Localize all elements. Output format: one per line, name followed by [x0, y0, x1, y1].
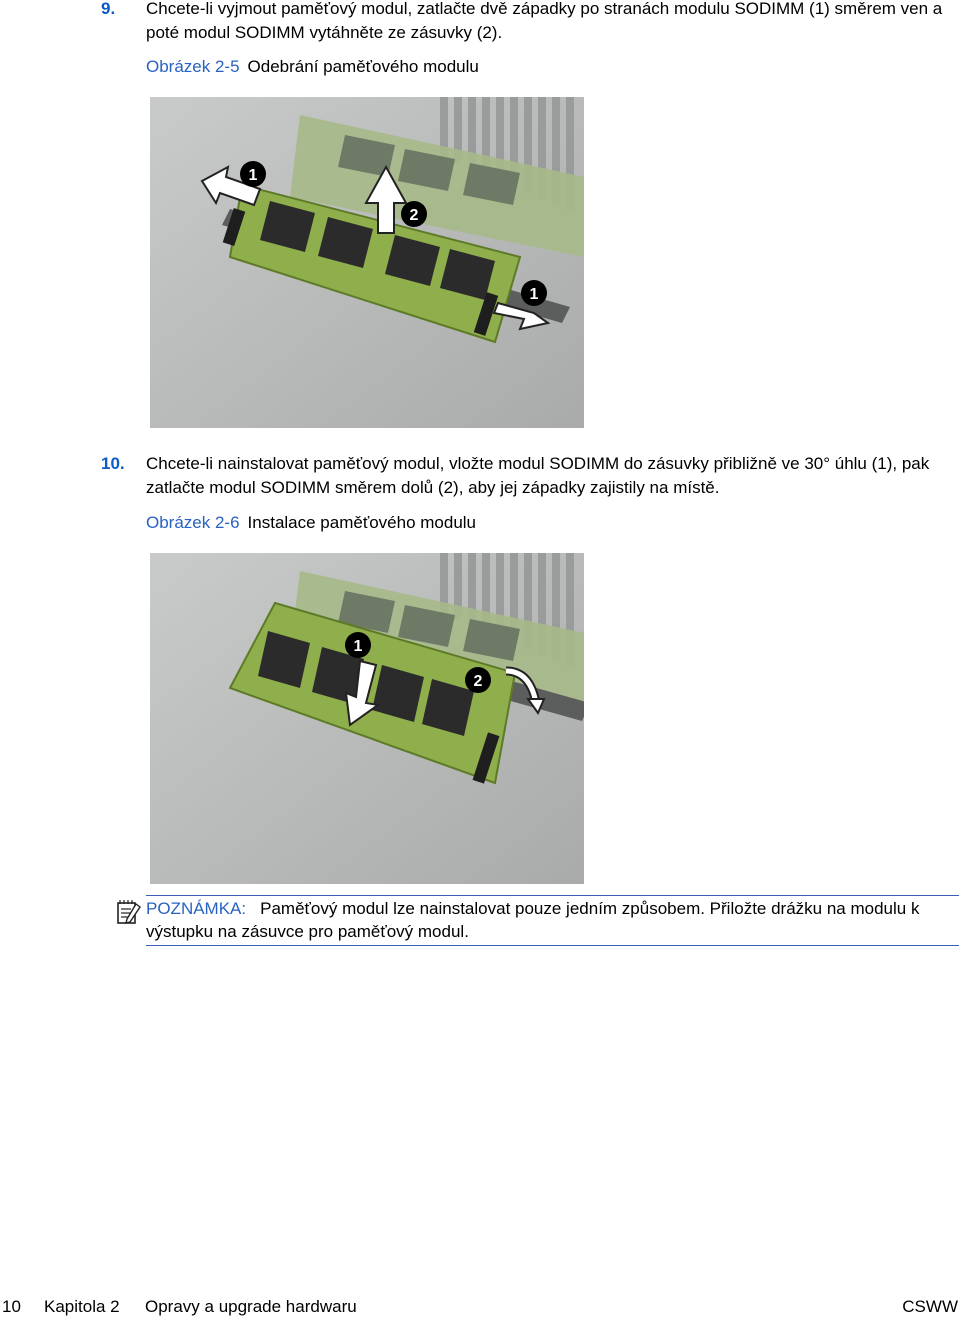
figure-caption	[146, 512, 476, 534]
document-code: CSWW	[902, 1297, 958, 1316]
figure-label: Obrázek 2-5	[146, 57, 240, 76]
figure-title: Instalace paměťového modulu	[247, 513, 477, 532]
note-label: POZNÁMKA:	[146, 899, 247, 918]
figure-memory-removal	[150, 97, 584, 428]
figure-caption	[146, 56, 479, 78]
svg-text:2: 2	[409, 207, 419, 224]
callout-1	[521, 280, 547, 306]
note-bottom-rule	[146, 945, 959, 946]
svg-text:2: 2	[473, 673, 483, 690]
svg-text:1: 1	[529, 286, 539, 303]
callout-1	[240, 161, 266, 187]
chapter-title: Opravy a upgrade hardwaru	[145, 1297, 357, 1316]
note-body	[146, 896, 959, 945]
step-number: 9.	[101, 0, 116, 18]
step-number: 10.	[101, 454, 125, 473]
note-icon	[115, 898, 141, 926]
callout-2	[465, 667, 491, 693]
svg-text:1: 1	[248, 167, 258, 184]
callout-2	[401, 201, 427, 227]
svg-text:1: 1	[353, 638, 363, 655]
figure-label: Obrázek 2-6	[146, 513, 240, 532]
figure-title: Odebrání paměťového modulu	[247, 57, 479, 76]
figure-memory-installation	[150, 553, 584, 884]
note-text: Paměťový modul lze nainstalovat pouze jedním způsobem. Přiložte drážku na modulu k výstupku na zásuvce pro paměťový modul.	[146, 899, 920, 941]
step-text: Chcete-li nainstalovat paměťový modul, vložte modul SODIMM do zásuvky přibližně ve 30° úhlu (1), pak zatlačte modul SODIMM směrem dolů (2), aby jej západky zajistily na místě.	[146, 454, 930, 497]
note-box	[146, 895, 959, 946]
callout-1	[345, 632, 371, 658]
chapter-label: Kapitola 2	[44, 1297, 120, 1316]
page-number: 10	[2, 1297, 21, 1316]
step-text: Chcete-li vyjmout paměťový modul, zatlačte dvě západky po stranách modulu SODIMM (1) směrem ven a poté modul SODIMM vytáhněte ze zásuvky (2).	[146, 0, 943, 42]
